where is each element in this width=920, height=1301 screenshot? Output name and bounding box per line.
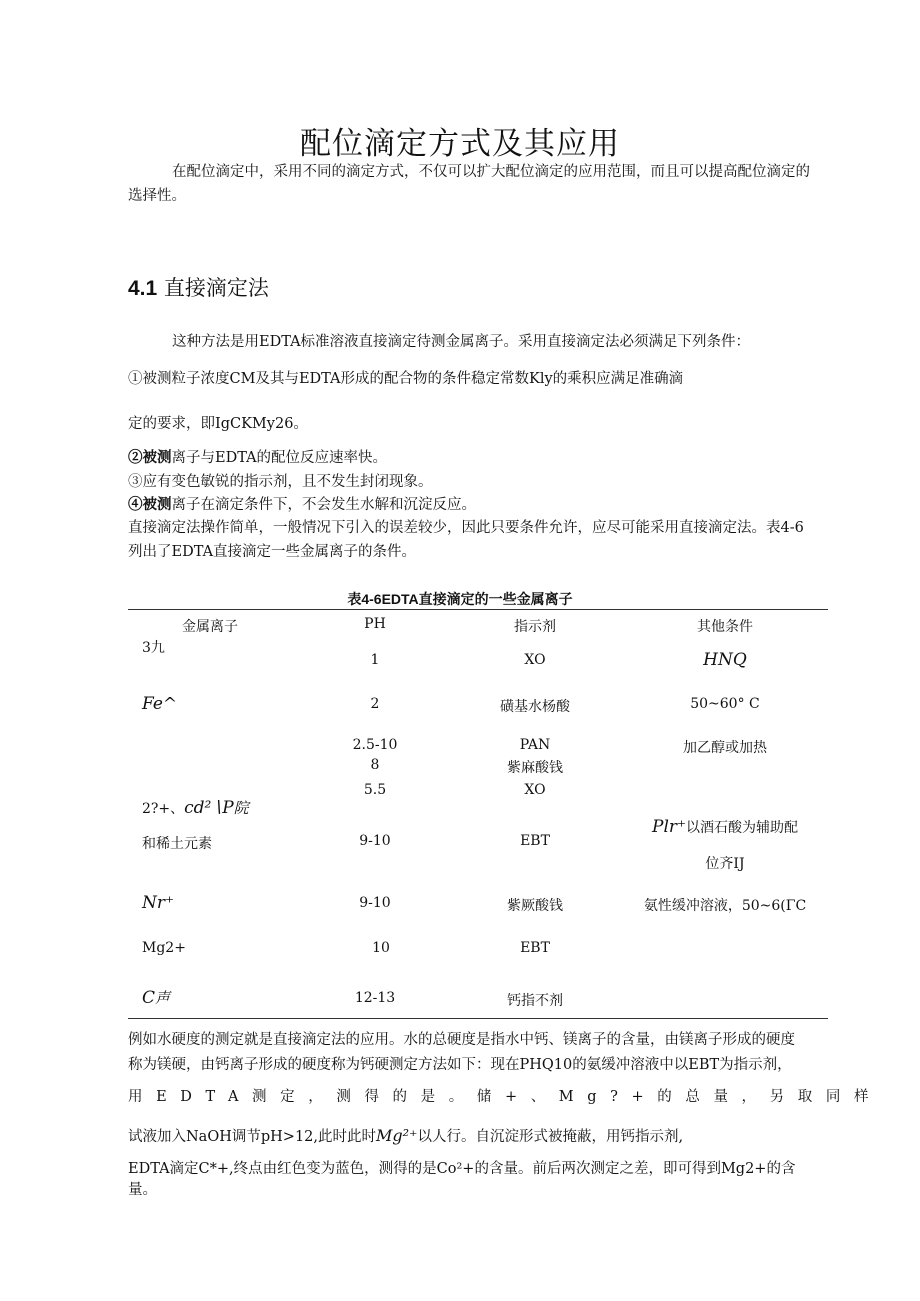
table-cell-ph: 2.5-10 (352, 737, 398, 753)
ion-text: 2?+、 (142, 801, 185, 817)
header-ion: 金属离子 (182, 619, 238, 635)
page-title: 配位滴定方式及其应用 (300, 126, 620, 162)
example-line-4 (128, 1124, 683, 1149)
table-cell-ph: 9-10 (359, 895, 391, 911)
condition-2-bold: ②被测 (128, 449, 172, 466)
table-cell-ph: 10 (372, 940, 390, 956)
table-cell-ph: 5.5 (363, 782, 387, 798)
table-caption: 表4-6EDTA直接滴定的一些金属离子 (347, 591, 573, 607)
table-bottom-rule (128, 1018, 828, 1019)
table-cell-ion (142, 987, 170, 1008)
table-cell-indicator: EBT (520, 833, 550, 849)
example-line-5: EDTA滴定C*+,终点由红色变为蓝色，测得的是Co²+的含量。前后两次测定之差，即可得到Mg2+的含 (128, 1161, 796, 1177)
ion-suffix: 声 (155, 989, 171, 1007)
table-cell-ph: 9-10 (359, 833, 391, 849)
table-cell-ph: 12-13 (354, 990, 396, 1006)
other-formula: Plr⁺ (652, 817, 686, 837)
condition-1: ①被测粒子浓度CM及其与EDTA形成的配合物的条件稳定常数Kly的乘积应满足准确滴 (128, 371, 684, 387)
table-cell-indicator: EBT (520, 940, 550, 956)
header-ph: PH (364, 616, 386, 632)
table-cell-indicator: 紫厥酸钱 (507, 898, 563, 914)
table-cell-ph: 2 (370, 696, 380, 712)
table-cell-other (620, 817, 830, 837)
example-line-2: 称为镁硬，由钙离子形成的硬度称为钙硬测定方法如下：现在PHQ10的氨缓冲溶液中以EBT为指示剂， (128, 1057, 792, 1073)
condition-2-text: 离子与EDTA的配位反应速率快。 (171, 450, 388, 466)
table-cell-ion: 3九 (142, 640, 165, 656)
table-cell-indicator: 钙指不剂 (507, 993, 563, 1009)
table-cell-indicator: XO (524, 652, 546, 668)
condition-4 (128, 493, 476, 517)
intro-paragraph: 在配位滴定中，采用不同的滴定方式，不仅可以扩大配位滴定的应用范围，而且可以提高配位滴定的选择性。 (128, 164, 810, 204)
section-heading (128, 272, 269, 302)
table-cell-indicator: 磺基水杨酸 (500, 699, 570, 715)
table-cell-ion: Fe^ (142, 694, 178, 714)
ion-suffix: 院 (233, 799, 249, 817)
summary-paragraph: 直接滴定法操作简单，一般情况下引入的误差较少，因此只要条件允许，应尽可能采用直接滴定法。表4-6列出了EDTA直接滴定一些金属离子的条件。 (128, 520, 804, 560)
method-paragraph: 这种方法是用EDTA标准溶液直接滴定待测金属离子。采用直接滴定法必须满足下列条件： (172, 334, 751, 350)
table-cell-indicator: PAN (519, 737, 551, 753)
table-cell-other: 加乙醇或加热 (683, 740, 767, 756)
table-cell-indicator: XO (524, 782, 546, 798)
table-cell-ion: 和稀土元素 (142, 836, 212, 852)
condition-2 (128, 446, 387, 470)
line-4-text-a: 试液加入NaOH调节pH>12,此时此时 (128, 1129, 377, 1145)
table-cell-ion (142, 797, 249, 818)
table-cell-other: 50~60° C (690, 696, 760, 712)
table-cell-other: 位齐IJ (705, 856, 745, 872)
condition-3: ③应有变色敏锐的指示剂，且不发生封闭现象。 (128, 474, 433, 490)
ion-formula: cd²∖P (184, 798, 234, 818)
table-cell-other: 氨性缓冲溶液，50~6(ΓC (643, 898, 807, 914)
table-cell-ph: 1 (370, 652, 380, 668)
section-number: 4.1 (128, 277, 158, 300)
table-cell-indicator: 紫麻酸钱 (507, 760, 563, 776)
table-cell-ion: Nr⁺ (142, 893, 174, 913)
condition-1-cont: 定的要求，即IgCKMy26。 (128, 416, 308, 432)
example-line-1: 例如水硬度的测定就是直接滴定法的应用。水的总硬度是指水中钙、镁离子的含量，由镁离子形成的硬度 (128, 1032, 795, 1048)
ion-formula: C (142, 988, 156, 1008)
other-text: 以酒石酸为辅助配 (685, 820, 798, 836)
example-line-3: 用EDTA测定，测得的是。储+、Mg?+的总量，另取同样 (128, 1089, 883, 1105)
line-4-text-b: 以人行。自沉淀形式被掩蔽，用钙指示剂, (417, 1129, 684, 1145)
table-cell-other: HNQ (703, 650, 747, 670)
table-cell-ion: Mg2+ (142, 940, 186, 956)
header-other: 其他条件 (697, 619, 753, 635)
header-indicator: 指示剂 (514, 619, 556, 635)
line-4-formula: Mg²⁺ (376, 1126, 418, 1145)
table-cell-ph: 8 (370, 757, 380, 773)
table-top-rule (128, 609, 828, 610)
condition-4-bold: ④被测 (128, 496, 172, 513)
section-title: 直接滴定法 (163, 276, 269, 300)
condition-4-text: 离子在滴定条件下，不会发生水解和沉淀反应。 (171, 497, 476, 513)
example-line-6: 量。 (128, 1182, 157, 1198)
